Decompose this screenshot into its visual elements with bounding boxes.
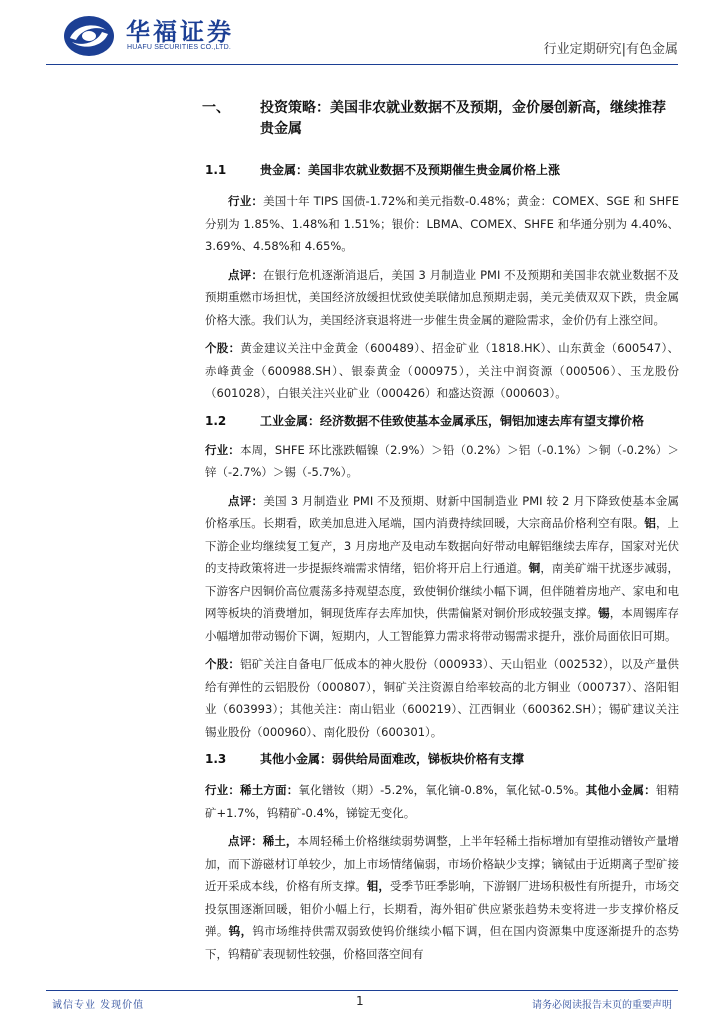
paragraph-comment-1-3 — [205, 830, 679, 965]
comment-text-b: ，上下游企业均继续复工复产，3 月房地产及电动车数据向好带动电解铝继续去库存，国家对光伏的支持政策将进一步提振终端需求情绪，铝价将开启上行通道。 — [205, 516, 679, 575]
subsection-heading-1-2 — [205, 411, 679, 431]
comment-text: 在银行危机逐渐消退后，美国 3 月制造业 PMI 不及预期和美国非农就业数据不及预期重燃市场担忧，美国经济放缓担忧致使美联储加息预期走弱，美元美债双双下跌，贵金属价格大涨。我们认为，美国经济衰退将进一步催生贵金属的避险需求，金价仍有上涨空间。 — [205, 267, 679, 327]
comment-label: 点评： — [228, 267, 263, 282]
paragraph-comment-1-1 — [205, 264, 679, 332]
subsection-number: 1.2 — [205, 413, 227, 428]
aluminum-label: 铝 — [644, 516, 656, 530]
comment-text-c: ，南美矿端干扰逐步减弱，下游客户因铜价高位震荡多持观望态度，致使铜价继续小幅下调，但伴随着房地产、家电和电网等板块的消费增加，铜现货库存去库加快，供需偏紧对铜价形成较强支撑。 — [205, 561, 679, 620]
subsection-title: 工业金属：经济数据不佳致使基本金属承压，铜铝加速去库有望支撑价格 — [260, 413, 645, 428]
rare-earth-label: 稀土方面： — [240, 783, 299, 797]
logo-chinese-name: 华福证券 — [126, 17, 234, 46]
section-number: 一、 — [202, 100, 230, 116]
molybdenum-label: 钼， — [366, 879, 390, 893]
tungsten-text: 钨市场维持供需双弱致使钨价继续小幅下调，但在国内资源集中度逐渐提升的态势下，钨精矿表现韧性较强，价格回落空间有 — [205, 924, 679, 961]
industry-text: 美国十年 TIPS 国债-1.72%和美元指数-0.48%；黄金：COMEX、SGE 和 SHFE 分别为 1.85%、1.48%和 1.51%；银价：LBMA、COMEX、SHFE 和华通分别为 4.40%、3.69%、4.58%和 4.65%。 — [205, 194, 680, 253]
industry-label: 行业： — [228, 194, 264, 208]
other-metals-text: 钼精矿+1.7%，钨精矿-0.4%，锑锭无变化。 — [205, 783, 680, 820]
industry-label: 行业： — [205, 783, 241, 797]
tungsten-label: 钨， — [228, 924, 253, 938]
tin-label: 锡 — [598, 606, 610, 620]
rare-earth-text: 氧化镨钕（期）-5.2%，氧化镝-0.8%，氧化铽-0.5%。 — [298, 783, 586, 797]
other-metals-label: 其他小金属： — [585, 783, 656, 797]
comment-label: 点评： — [228, 834, 263, 848]
paragraph-stocks-1-2 — [205, 653, 679, 743]
footer-disclaimer: 请务必阅读报告末页的重要声明 — [532, 1000, 672, 1011]
molybdenum-text: 受季节旺季影响，下游钢厂进场积极性有所提升，市场交投氛围逐渐回暖，钼价小幅上行，长期看，海外钼矿供应紧张趋势未变将进一步支撑价格反弹。 — [205, 879, 679, 938]
subsection-title: 贵金属：美国非农就业数据不及预期催生贵金属价格上涨 — [260, 163, 561, 177]
footer-slogan: 诚信专业 发现价值 — [52, 1000, 145, 1011]
stock-label: 个股： — [205, 341, 241, 355]
subsection-heading-1-1 — [205, 160, 679, 180]
page-number: 1 — [356, 994, 364, 1008]
stock-text: 铝矿关注自备电厂低成本的神火股份（000933）、天山铝业（002532），以及产量供给有弹性的云铝股份（000807），铜矿关注资源自给率较高的北方铜业（000737）、洛阳钼业（603993）；其他关注：南山铝业（600219）、江西铜业（600362.SH）；锡矿建议关注锡业股份（000960）、南化股份（600301）。 — [205, 657, 680, 739]
comment-text-a: 美国 3 月制造业 PMI 不及预期、财新中国制造业 PMI 较 2 月下降致使基本金属价格承压。长期看，欧美加息进入尾端，国内消费持续回暖，大宗商品价格利空有限。 — [205, 493, 680, 530]
section-title: 投资策略：美国非农就业数据不及预期，金价屡创新高，继续推荐贵金属 — [260, 100, 666, 137]
subsection-heading-1-3 — [205, 749, 679, 769]
subsection-number: 1.3 — [205, 752, 227, 766]
comment-label: 点评： — [228, 493, 264, 508]
industry-text: 本周，SHFE 环比涨跌幅镍（2.9%）＞铅（0.2%）＞铝（-0.1%）＞铜（-0.2%）＞锌（-2.7%）＞锡（-5.7%）。 — [205, 442, 679, 479]
logo-english-name: HUAFU SECURITIES CO.,LTD. — [127, 44, 232, 51]
report-type: 行业定期研究|有色金属 — [543, 42, 678, 57]
subsection-number: 1.1 — [205, 163, 227, 177]
copper-label: 铜 — [528, 561, 541, 575]
header-divider — [46, 64, 678, 65]
huafu-logo-icon — [62, 14, 116, 58]
footer-divider — [46, 990, 678, 991]
paragraph-stocks-1-1 — [205, 337, 679, 405]
stock-text: 黄金建议关注中金黄金（600489）、招金矿业（1818.HK）、山东黄金（600547）、赤峰黄金（600988.SH）、银泰黄金（000975），关注中润资源（000506）、玉龙股份（601028），白银关注兴业矿业（000426）和盛达资源（000603）。 — [205, 341, 679, 400]
section-heading-1 — [202, 98, 679, 140]
comment-text-d: ，本周锡库存小幅增加带动锡价下调，短期内，人工智能算力需求将带动锡需求提升，涨价局面依旧可期。 — [205, 606, 679, 643]
main-content — [202, 98, 680, 965]
stock-label: 个股： — [205, 657, 241, 671]
page-header — [0, 0, 724, 64]
paragraph-industry-1-3 — [205, 779, 679, 824]
paragraph-comment-1-2 — [205, 490, 679, 648]
paragraph-industry-1-2 — [205, 439, 679, 484]
industry-label: 行业： — [205, 442, 240, 457]
subsection-title: 其他小金属：弱供给局面难改，锑板块价格有支撑 — [260, 752, 525, 766]
paragraph-industry-1-1 — [205, 190, 679, 258]
rare-earth-comment-label: 稀土， — [262, 834, 298, 848]
rare-earth-comment-text: 本周轻稀土价格继续弱势调整，上半年轻稀土指标增加有望推动镨钕产量增加，而下游磁材订单较少，加上市场情绪偏弱，市场价格缺少支撑；镝铽由于近期离子型矿接近开采成本线，价格有所支撑。 — [205, 834, 680, 893]
